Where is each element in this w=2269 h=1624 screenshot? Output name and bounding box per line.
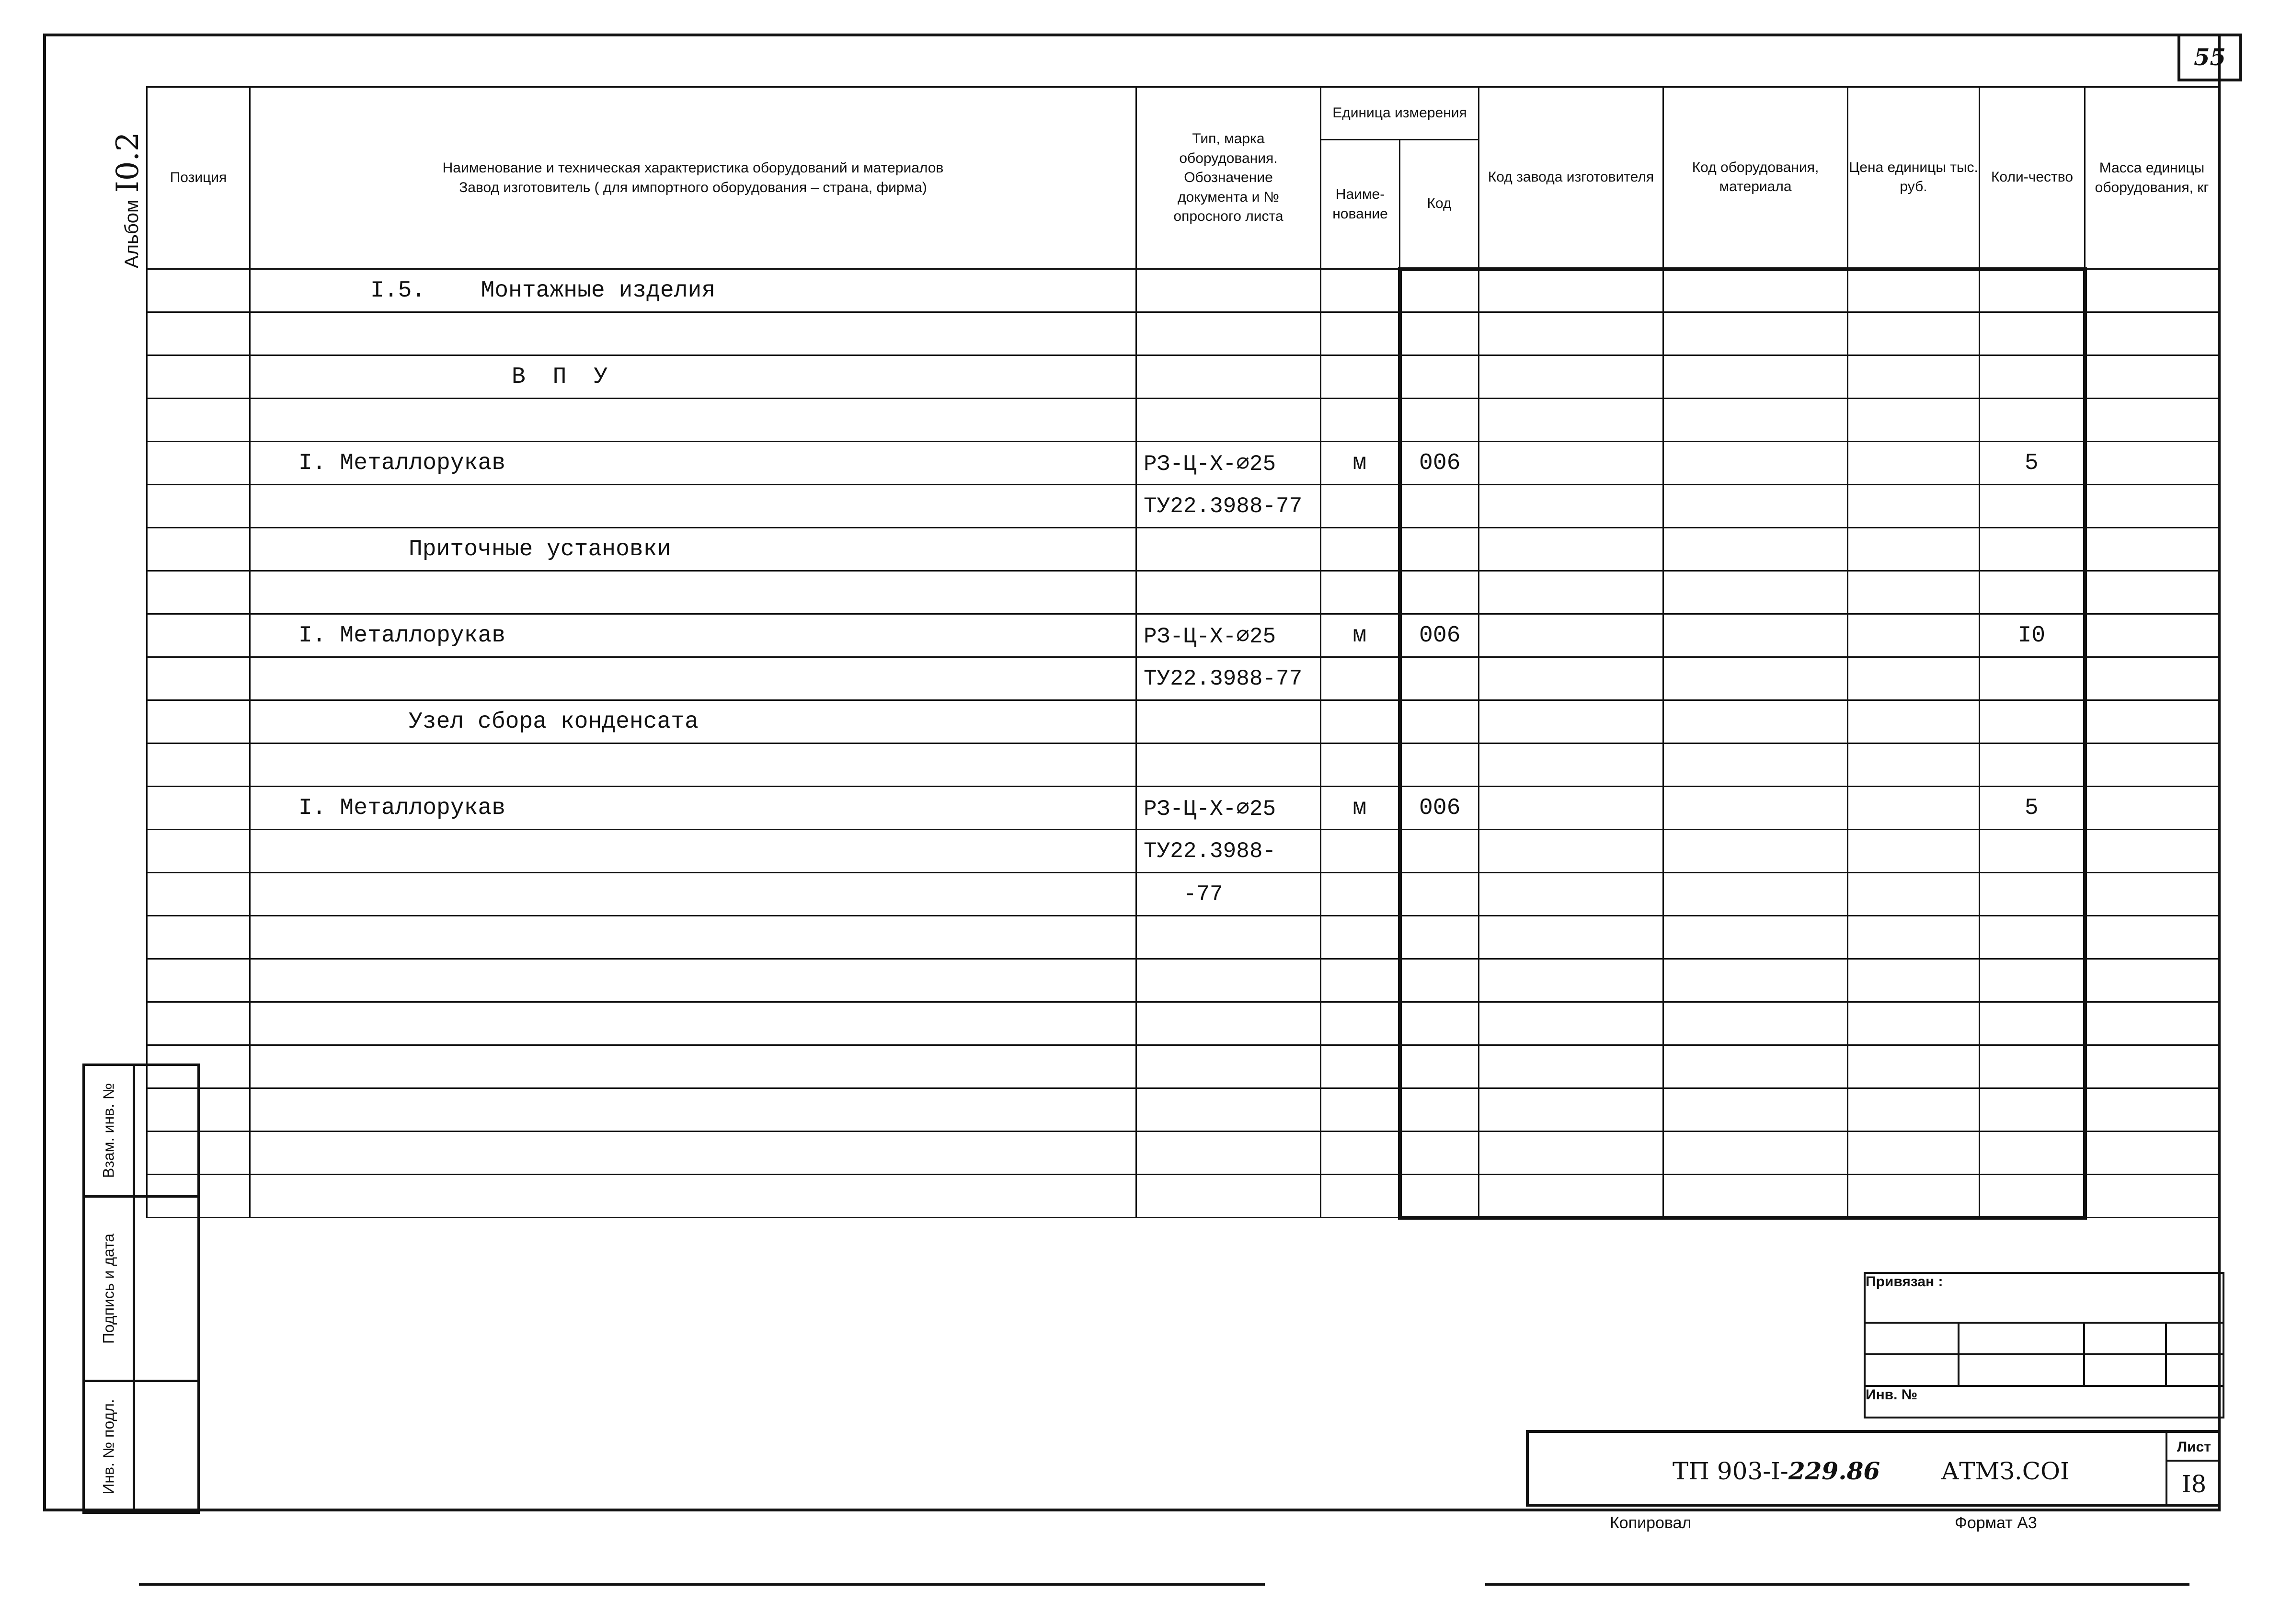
unit-name-cell: [1321, 1002, 1400, 1045]
equipment-code-cell: [1663, 269, 1848, 312]
quantity-cell: [1980, 1132, 2085, 1175]
quantity-cell: [1980, 916, 2085, 959]
unit-code-cell: [1400, 571, 1479, 614]
mass-cell: [2085, 1132, 2219, 1175]
quantity-cell: [1980, 269, 2085, 312]
equipment-code-cell: [1663, 959, 1848, 1002]
factory-code-cell: [1479, 528, 1663, 571]
position-cell: [147, 916, 250, 959]
unit-name-cell: м: [1321, 614, 1400, 657]
mass-cell: [2085, 485, 2219, 528]
replaced-inv-label-cell: [84, 1065, 134, 1197]
type-cell: ТУ22.3988-77: [1136, 485, 1321, 528]
name-cell: В П У: [250, 355, 1136, 399]
price-cell: [1848, 830, 1980, 873]
unit-code-cell: [1400, 528, 1479, 571]
quantity-cell: I0: [1980, 614, 2085, 657]
table-row: [147, 873, 2219, 916]
table-row: [147, 528, 2219, 571]
factory-code-cell: [1479, 614, 1663, 657]
unit-name-cell: [1321, 959, 1400, 1002]
factory-code-cell: [1479, 312, 1663, 355]
equipment-code-cell: [1663, 1002, 1848, 1045]
header-type: [1136, 87, 1321, 269]
header-type-line4: документа и №: [1178, 189, 1279, 205]
equipment-code-cell: [1663, 830, 1848, 873]
unit-name-cell: [1321, 1132, 1400, 1175]
mass-cell: [2085, 1045, 2219, 1088]
factory-code-cell: [1479, 916, 1663, 959]
table-row: [147, 355, 2219, 399]
type-cell: [1136, 1045, 1321, 1088]
header-quantity: Коли-чество: [1980, 87, 2085, 269]
mass-cell: [2085, 312, 2219, 355]
mass-cell: [2085, 873, 2219, 916]
unit-name-cell: [1321, 269, 1400, 312]
position-cell: [147, 614, 250, 657]
unit-code-cell: [1400, 399, 1479, 442]
quantity-cell: [1980, 355, 2085, 399]
equipment-code-cell: [1663, 1175, 1848, 1218]
quantity-cell: [1980, 571, 2085, 614]
mass-cell: [2085, 787, 2219, 830]
name-cell: [250, 916, 1136, 959]
factory-code-cell: [1479, 1045, 1663, 1088]
factory-code-cell: [1479, 485, 1663, 528]
table-row: [147, 1175, 2219, 1218]
position-cell: [147, 442, 250, 485]
quantity-cell: [1980, 1088, 2085, 1132]
position-cell: [147, 830, 250, 873]
price-cell: [1848, 743, 1980, 787]
quantity-cell: [1980, 1175, 2085, 1218]
price-cell: [1848, 1088, 1980, 1132]
header-equipment-code: Код оборудования, материала: [1663, 87, 1848, 269]
equipment-code-cell: [1663, 657, 1848, 700]
unit-code-cell: 006: [1400, 442, 1479, 485]
inv-orig-label: Инв. № подл.: [100, 1399, 117, 1495]
type-cell: [1136, 1132, 1321, 1175]
quantity-cell: [1980, 830, 2085, 873]
unit-code-cell: [1400, 269, 1479, 312]
bottom-rule-right: [1485, 1583, 2189, 1586]
type-cell: [1136, 399, 1321, 442]
quantity-cell: 5: [1980, 442, 2085, 485]
header-name-line2: Завод изготовитель ( для импортного оборудования – страна, фирма): [459, 179, 927, 195]
equipment-code-cell: [1663, 614, 1848, 657]
unit-name-cell: [1321, 485, 1400, 528]
price-cell: [1848, 614, 1980, 657]
mass-cell: [2085, 442, 2219, 485]
equipment-code-cell: [1663, 1045, 1848, 1088]
header-mass: Масса единицы оборудования, кг: [2085, 87, 2219, 269]
unit-name-cell: [1321, 743, 1400, 787]
title-block: [1526, 1430, 2221, 1507]
unit-code-cell: [1400, 355, 1479, 399]
factory-code-cell: [1479, 399, 1663, 442]
equipment-code-cell: [1663, 743, 1848, 787]
table-row: [147, 312, 2219, 355]
mass-cell: [2085, 700, 2219, 743]
price-cell: [1848, 916, 1980, 959]
unit-name-cell: м: [1321, 787, 1400, 830]
bound-label: Привязан :: [1865, 1273, 2223, 1323]
name-cell: [250, 657, 1136, 700]
type-cell: РЗ-Ц-Х-∅25: [1136, 442, 1321, 485]
name-cell: I. Металлорукав: [250, 442, 1136, 485]
unit-name-cell: [1321, 916, 1400, 959]
table-row: [147, 959, 2219, 1002]
document-code-prefix: ТП 903-I-: [1673, 1457, 1788, 1485]
mass-cell: [2085, 1088, 2219, 1132]
specification-table: [146, 86, 2220, 1220]
unit-code-cell: [1400, 657, 1479, 700]
position-cell: [147, 528, 250, 571]
side-stamp: [82, 1064, 200, 1514]
price-cell: [1848, 312, 1980, 355]
price-cell: [1848, 873, 1980, 916]
name-cell: [250, 959, 1136, 1002]
header-name: [250, 87, 1136, 269]
header-position: Позиция: [147, 87, 250, 269]
unit-code-cell: [1400, 1045, 1479, 1088]
quantity-cell: [1980, 959, 2085, 1002]
type-cell: [1136, 959, 1321, 1002]
table-body: [147, 269, 2219, 1218]
replaced-inv-value: [134, 1065, 199, 1197]
table-row: [147, 1002, 2219, 1045]
equipment-code-cell: [1663, 399, 1848, 442]
type-cell: [1136, 1002, 1321, 1045]
name-cell: [250, 873, 1136, 916]
quantity-cell: [1980, 700, 2085, 743]
equipment-code-cell: [1663, 1088, 1848, 1132]
type-cell: [1136, 269, 1321, 312]
header-type-line1: Тип, марка: [1192, 131, 1265, 147]
mass-cell: [2085, 830, 2219, 873]
unit-name-cell: [1321, 830, 1400, 873]
type-cell: [1136, 916, 1321, 959]
position-cell: [147, 787, 250, 830]
price-cell: [1848, 1045, 1980, 1088]
price-cell: [1848, 528, 1980, 571]
position-cell: [147, 700, 250, 743]
quantity-cell: 5: [1980, 787, 2085, 830]
name-cell: [250, 743, 1136, 787]
unit-name-cell: [1321, 571, 1400, 614]
unit-name-cell: [1321, 1045, 1400, 1088]
table-row: [147, 399, 2219, 442]
table-row: [147, 700, 2219, 743]
mass-cell: [2085, 355, 2219, 399]
name-cell: [250, 1175, 1136, 1218]
factory-code-cell: [1479, 1088, 1663, 1132]
unit-name-cell: [1321, 355, 1400, 399]
sheet-label: Лист: [2166, 1433, 2221, 1462]
equipment-code-cell: [1663, 312, 1848, 355]
unit-name-cell: [1321, 528, 1400, 571]
unit-name-cell: [1321, 873, 1400, 916]
type-cell: [1136, 312, 1321, 355]
position-cell: [147, 355, 250, 399]
unit-name-cell: [1321, 1175, 1400, 1218]
equipment-code-cell: [1663, 1132, 1848, 1175]
type-cell: [1136, 1088, 1321, 1132]
position-cell: [147, 873, 250, 916]
price-cell: [1848, 1002, 1980, 1045]
mass-cell: [2085, 614, 2219, 657]
name-cell: [250, 1002, 1136, 1045]
table-row: [147, 1088, 2219, 1132]
type-cell: [1136, 528, 1321, 571]
price-cell: [1848, 787, 1980, 830]
type-cell: [1136, 1175, 1321, 1218]
factory-code-cell: [1479, 743, 1663, 787]
header-factory-code: Код завода изготовителя: [1479, 87, 1663, 269]
table-row: [147, 614, 2219, 657]
name-cell: Узел сбора конденсата: [250, 700, 1136, 743]
price-cell: [1848, 442, 1980, 485]
mass-cell: [2085, 528, 2219, 571]
price-cell: [1848, 959, 1980, 1002]
table-row: [147, 1045, 2219, 1088]
name-cell: [250, 485, 1136, 528]
document-code: [1673, 1457, 2070, 1485]
quantity-cell: [1980, 312, 2085, 355]
unit-code-cell: [1400, 830, 1479, 873]
table-row: [147, 571, 2219, 614]
mass-cell: [2085, 657, 2219, 700]
quantity-cell: [1980, 485, 2085, 528]
mass-cell: [2085, 399, 2219, 442]
name-cell: [250, 312, 1136, 355]
binding-stamp: [1864, 1272, 2224, 1418]
equipment-code-cell: [1663, 916, 1848, 959]
price-cell: [1848, 1175, 1980, 1218]
position-cell: [147, 743, 250, 787]
type-cell: [1136, 571, 1321, 614]
factory-code-cell: [1479, 1175, 1663, 1218]
name-cell: [250, 830, 1136, 873]
unit-name-cell: [1321, 312, 1400, 355]
unit-code-cell: 006: [1400, 614, 1479, 657]
unit-code-cell: [1400, 700, 1479, 743]
album-label: [110, 132, 146, 268]
equipment-code-cell: [1663, 442, 1848, 485]
mass-cell: [2085, 1175, 2219, 1218]
type-cell: [1136, 355, 1321, 399]
price-cell: [1848, 657, 1980, 700]
factory-code-cell: [1479, 442, 1663, 485]
unit-name-cell: м: [1321, 442, 1400, 485]
unit-code-cell: [1400, 312, 1479, 355]
factory-code-cell: [1479, 959, 1663, 1002]
name-cell: [250, 571, 1136, 614]
quantity-cell: [1980, 657, 2085, 700]
equipment-code-cell: [1663, 355, 1848, 399]
type-cell: -77: [1136, 873, 1321, 916]
equipment-code-cell: [1663, 485, 1848, 528]
price-cell: [1848, 399, 1980, 442]
price-cell: [1848, 355, 1980, 399]
document-code-handwritten: 229.86: [1788, 1457, 1880, 1485]
equipment-code-cell: [1663, 873, 1848, 916]
header-type-line2: оборудования.: [1179, 150, 1278, 166]
name-cell: I.5. Монтажные изделия: [250, 269, 1136, 312]
factory-code-cell: [1479, 355, 1663, 399]
position-cell: [147, 959, 250, 1002]
format-label: Формат А3: [1955, 1514, 2037, 1532]
document-code-suffix: АТМЗ.СОI: [1941, 1457, 2070, 1485]
mass-cell: [2085, 743, 2219, 787]
quantity-cell: [1980, 743, 2085, 787]
header-unit-group: Единица измерения: [1321, 87, 1479, 140]
type-cell: [1136, 743, 1321, 787]
table-row: [147, 269, 2219, 312]
position-cell: [147, 312, 250, 355]
quantity-cell: [1980, 399, 2085, 442]
unit-code-cell: [1400, 743, 1479, 787]
mass-cell: [2085, 959, 2219, 1002]
factory-code-cell: [1479, 1132, 1663, 1175]
factory-code-cell: [1479, 700, 1663, 743]
factory-code-cell: [1479, 830, 1663, 873]
factory-code-cell: [1479, 269, 1663, 312]
position-cell: [147, 269, 250, 312]
unit-code-cell: [1400, 1002, 1479, 1045]
quantity-cell: [1980, 528, 2085, 571]
factory-code-cell: [1479, 657, 1663, 700]
sign-date-label-cell: [84, 1197, 134, 1381]
mass-cell: [2085, 916, 2219, 959]
inv-orig-label-cell: [84, 1381, 134, 1513]
unit-name-cell: [1321, 399, 1400, 442]
table-row: [147, 485, 2219, 528]
unit-name-cell: [1321, 1088, 1400, 1132]
sign-date-label: Подпись и дата: [100, 1233, 117, 1344]
header-type-line3: Обозначение: [1184, 170, 1273, 186]
table-row: [147, 743, 2219, 787]
price-cell: [1848, 1132, 1980, 1175]
unit-code-cell: 006: [1400, 787, 1479, 830]
quantity-cell: [1980, 1045, 2085, 1088]
inv-orig-value: [134, 1381, 199, 1513]
price-cell: [1848, 269, 1980, 312]
unit-name-cell: [1321, 657, 1400, 700]
name-cell: [250, 1045, 1136, 1088]
unit-code-cell: [1400, 959, 1479, 1002]
header-price: Цена единицы тыс. руб.: [1848, 87, 1980, 269]
position-cell: [147, 399, 250, 442]
price-cell: [1848, 700, 1980, 743]
type-cell: РЗ-Ц-Х-∅25: [1136, 614, 1321, 657]
replaced-inv-label: Взам. инв. №: [100, 1083, 117, 1178]
type-cell: ТУ22.3988-: [1136, 830, 1321, 873]
table-row: [147, 787, 2219, 830]
price-cell: [1848, 571, 1980, 614]
sign-date-value: [134, 1197, 199, 1381]
equipment-code-cell: [1663, 528, 1848, 571]
unit-code-cell: [1400, 873, 1479, 916]
name-cell: [250, 1132, 1136, 1175]
inv-no-label: Инв. №: [1865, 1386, 2223, 1418]
type-cell: [1136, 700, 1321, 743]
name-cell: I. Металлорукав: [250, 787, 1136, 830]
factory-code-cell: [1479, 787, 1663, 830]
header-name-line1: Наименование и техническая характеристика оборудований и материалов: [442, 160, 944, 176]
table-row: [147, 1132, 2219, 1175]
factory-code-cell: [1479, 1002, 1663, 1045]
position-cell: [147, 1002, 250, 1045]
bottom-rule-left: [139, 1583, 1265, 1586]
position-cell: [147, 485, 250, 528]
price-cell: [1848, 485, 1980, 528]
header-unit-code: Код: [1400, 140, 1479, 269]
unit-code-cell: [1400, 485, 1479, 528]
position-cell: [147, 571, 250, 614]
quantity-cell: [1980, 873, 2085, 916]
unit-code-cell: [1400, 1175, 1479, 1218]
equipment-code-cell: [1663, 787, 1848, 830]
name-cell: [250, 399, 1136, 442]
quantity-cell: [1980, 1002, 2085, 1045]
position-cell: [147, 657, 250, 700]
type-cell: ТУ22.3988-77: [1136, 657, 1321, 700]
mass-cell: [2085, 269, 2219, 312]
table-row: [147, 657, 2219, 700]
sheet-number: I8: [2166, 1462, 2221, 1507]
page-number: 55: [2177, 34, 2242, 81]
album-word: Альбом: [121, 199, 142, 268]
mass-cell: [2085, 1002, 2219, 1045]
header-unit-name: Наиме-нование: [1321, 140, 1400, 269]
header-type-line5: опросного листа: [1173, 208, 1283, 225]
type-cell: РЗ-Ц-Х-∅25: [1136, 787, 1321, 830]
equipment-code-cell: [1663, 700, 1848, 743]
equipment-code-cell: [1663, 571, 1848, 614]
unit-code-cell: [1400, 1132, 1479, 1175]
album-number: I0.2: [110, 132, 146, 193]
name-cell: Приточные установки: [250, 528, 1136, 571]
table-row: [147, 830, 2219, 873]
copied-label: Копировал: [1610, 1514, 1692, 1532]
unit-name-cell: [1321, 700, 1400, 743]
mass-cell: [2085, 571, 2219, 614]
name-cell: [250, 1088, 1136, 1132]
table-row: [147, 442, 2219, 485]
factory-code-cell: [1479, 571, 1663, 614]
factory-code-cell: [1479, 873, 1663, 916]
table-row: [147, 916, 2219, 959]
unit-code-cell: [1400, 916, 1479, 959]
unit-code-cell: [1400, 1088, 1479, 1132]
name-cell: I. Металлорукав: [250, 614, 1136, 657]
